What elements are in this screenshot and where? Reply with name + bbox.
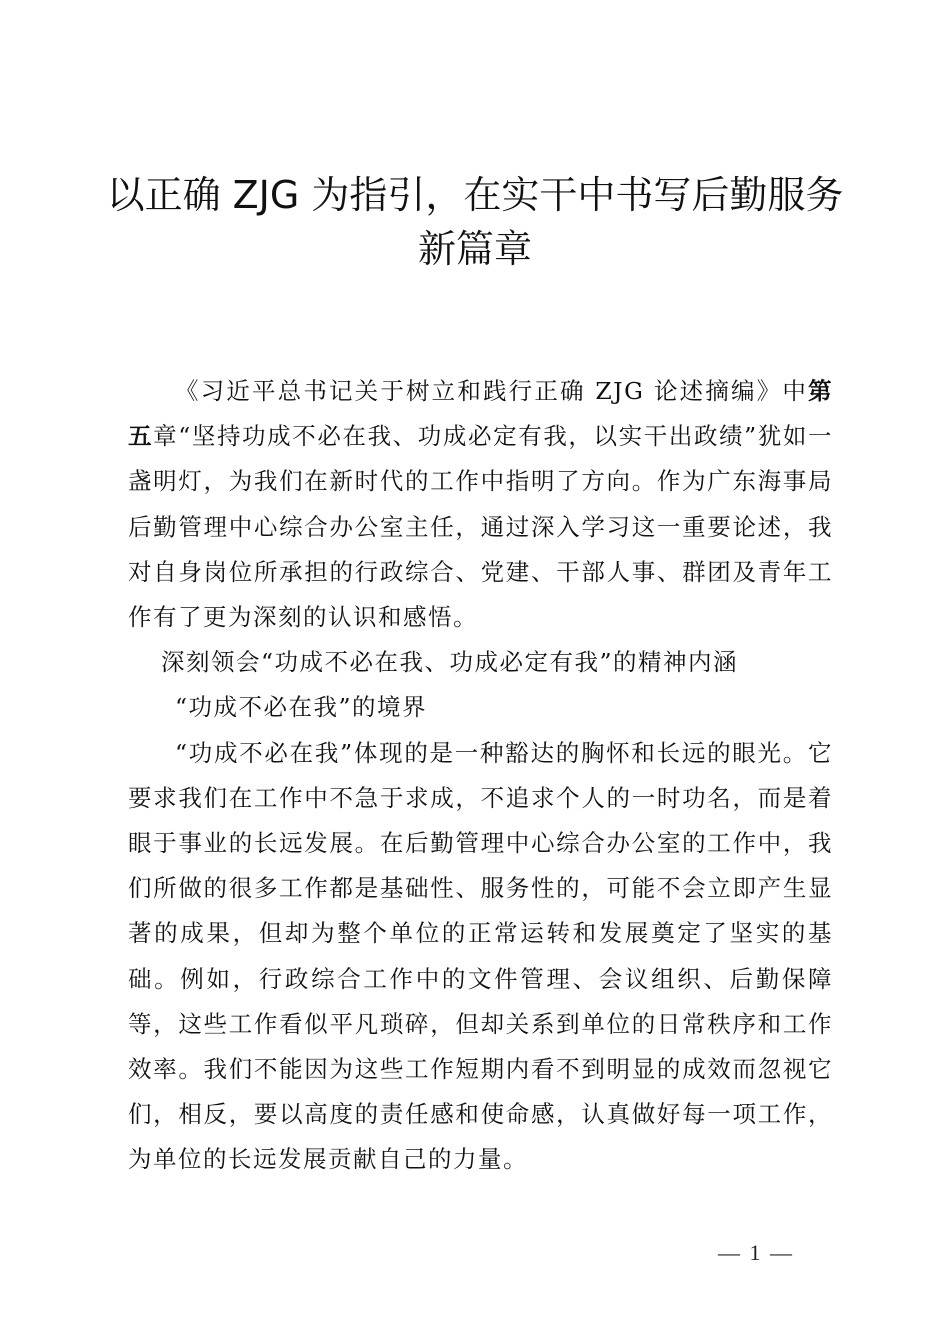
page-number: — 1 — <box>718 1240 794 1265</box>
section-heading: 深刻领会“功成不必在我、功成必定有我”的精神内涵 <box>161 648 739 677</box>
document-title <box>100 168 850 276</box>
intro-bold-text: 第五 <box>128 377 833 451</box>
title-line-1: 以正确 ZJG 为指引，在实干中书写后勤服务 <box>106 173 844 217</box>
intro-text-start: 《习近平总书记关于树立和践行正确 ZJG 论述摘编》中 <box>175 377 808 405</box>
body-paragraph: “功成不必在我”体现的是一种豁达的胸怀和长远的眼光。它要求我们在工作中不急于求成，不追求个人的一时功名，而是着眼于事业的长远发展。在后勤管理中心综合办公室的工作中，我们所做的很多工作都是基础性、服务性的，可能不会立即产生显著的成果，但却为整个单位的正常运转和发展奠定了坚实的基础。例如，行政综合工作中的文件管理、会议组织、后勤保障等，这些工作看似平凡琐碎，但却关系到单位的日常秩序和工作效率。我们不能因为这些工作短期内看不到明显的成效而忽视它们，相反，要以高度的责任感和使命感，认真做好每一项工作，为单位的长远发展贡献自己的力量。 <box>128 738 833 1174</box>
title-line-2: 新篇章 <box>417 227 532 271</box>
intro-paragraph <box>128 369 833 640</box>
document-body <box>128 369 833 1183</box>
intro-text-end: 章“坚持功成不必在我、功成必定有我，以实干出政绩”犹如一盏明灯，为我们在新时代的工作中指明了方向。作为广东海事局后勤管理中心综合办公室主任，通过深入学习这一重要论述，我对自身岗位所承担的行政综合、党建、干部人事、群团及青年工作有了更为深刻的认识和感悟。 <box>128 422 833 632</box>
subsection-heading: “功成不必在我”的境界 <box>175 693 428 722</box>
